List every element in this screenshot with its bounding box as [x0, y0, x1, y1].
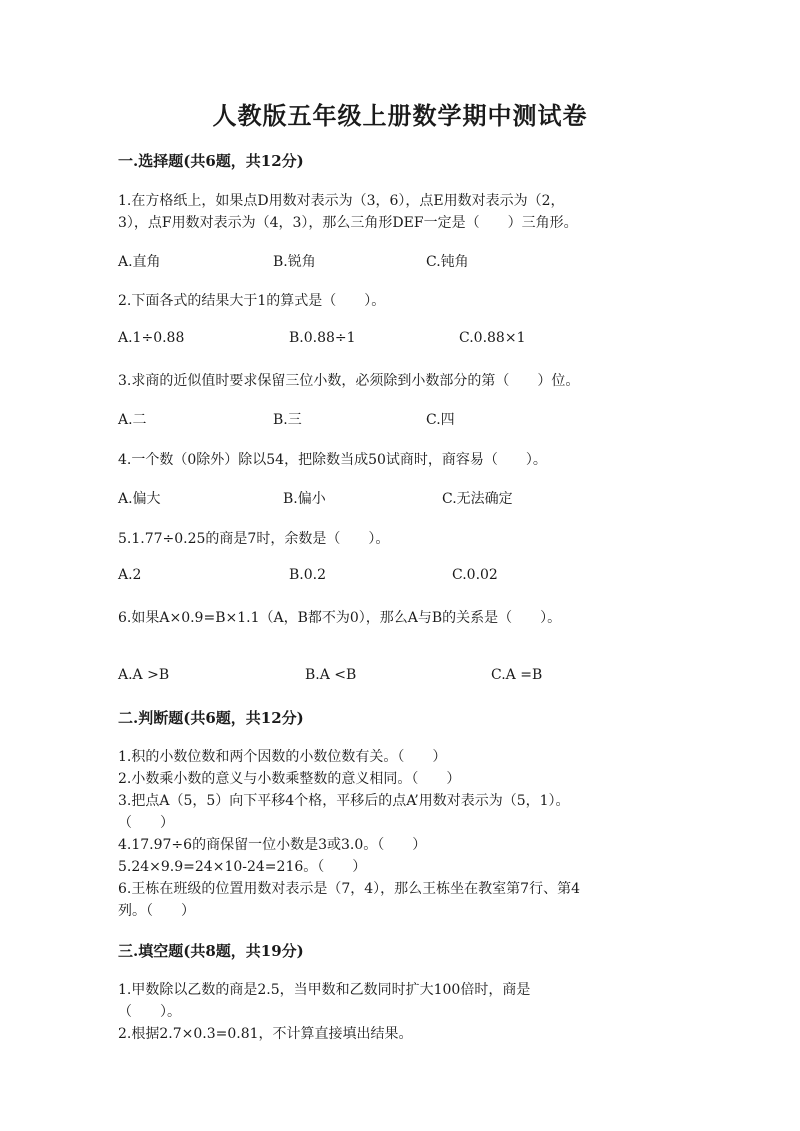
- fill-blank-line: 2.根据2.7×0.3=0.81，不计算直接填出结果。: [118, 1026, 413, 1042]
- fill-blank-line: （ ）。: [118, 1004, 181, 1020]
- question-line: 5.1.77÷0.25的商是7时，余数是（ ）。: [118, 531, 390, 547]
- option-b: B.锐角: [273, 254, 316, 270]
- judgement-line: 5.24×9.9=24×10-24=216。（ ）: [118, 859, 367, 875]
- fill-blank-line: 1.甲数除以乙数的商是2.5，当甲数和乙数同时扩大100倍时，商是: [118, 982, 531, 998]
- option-c: C.四: [426, 412, 455, 428]
- judgement-line: 列。（ ）: [118, 903, 195, 919]
- page-title: 人教版五年级上册数学期中测试卷: [212, 101, 588, 130]
- question-line: 3），点F用数对表示为（4，3），那么三角形DEF一定是（ ）三角形。: [118, 215, 578, 231]
- option-b: B.A <B: [305, 667, 357, 683]
- option-a: A.二: [118, 412, 147, 428]
- option-b: B.0.2: [289, 567, 327, 583]
- judgement-line: 6.王栋在班级的位置用数对表示是（7，4），那么王栋坐在教室第7行、第4: [118, 881, 580, 897]
- option-c: C.0.02: [452, 567, 498, 583]
- option-a: A.偏大: [118, 491, 161, 507]
- option-c: C.A =B: [491, 667, 543, 683]
- judgement-line: 2.小数乘小数的意义与小数乘整数的意义相同。（ ）: [118, 771, 461, 787]
- option-c: C.无法确定: [442, 491, 513, 507]
- option-a: A.2: [118, 567, 142, 583]
- option-a: A.1÷0.88: [118, 330, 185, 346]
- option-a: A.直角: [118, 254, 161, 270]
- option-b: B.偏小: [283, 491, 326, 507]
- judgement-line: 1.积的小数位数和两个因数的小数位数有关。（ ）: [118, 749, 447, 765]
- question-line: 6.如果A×0.9=B×1.1（A，B都不为0），那么A与B的关系是（ ）。: [118, 610, 562, 626]
- option-c: C.0.88×1: [459, 330, 526, 346]
- section-heading-fill-blank: 三.填空题(共8题，共19分): [118, 942, 304, 960]
- question-line: 4.一个数（0除外）除以54，把除数当成50试商时，商容易（ ）。: [118, 452, 547, 468]
- option-b: B.三: [273, 412, 302, 428]
- question-line: 1.在方格纸上，如果点D用数对表示为（3，6），点E用数对表示为（2，: [118, 193, 565, 209]
- option-b: B.0.88÷1: [289, 330, 356, 346]
- judgement-line: 3.把点A（5，5）向下平移4个格，平移后的点A’用数对表示为（5，1）。: [118, 793, 570, 809]
- judgement-line: （ ）: [118, 815, 174, 831]
- question-line: 3.求商的近似值时要求保留三位小数，必须除到小数部分的第（ ）位。: [118, 373, 580, 389]
- question-line: 2.下面各式的结果大于1的算式是（ ）。: [118, 293, 386, 309]
- judgement-line: 4.17.97÷6的商保留一位小数是3或3.0。（ ）: [118, 837, 427, 853]
- section-heading-choice: 一.选择题(共6题，共12分): [118, 152, 304, 170]
- section-heading-judgement: 二.判断题(共6题，共12分): [118, 709, 304, 727]
- option-c: C.钝角: [426, 254, 469, 270]
- option-a: A.A >B: [118, 667, 170, 683]
